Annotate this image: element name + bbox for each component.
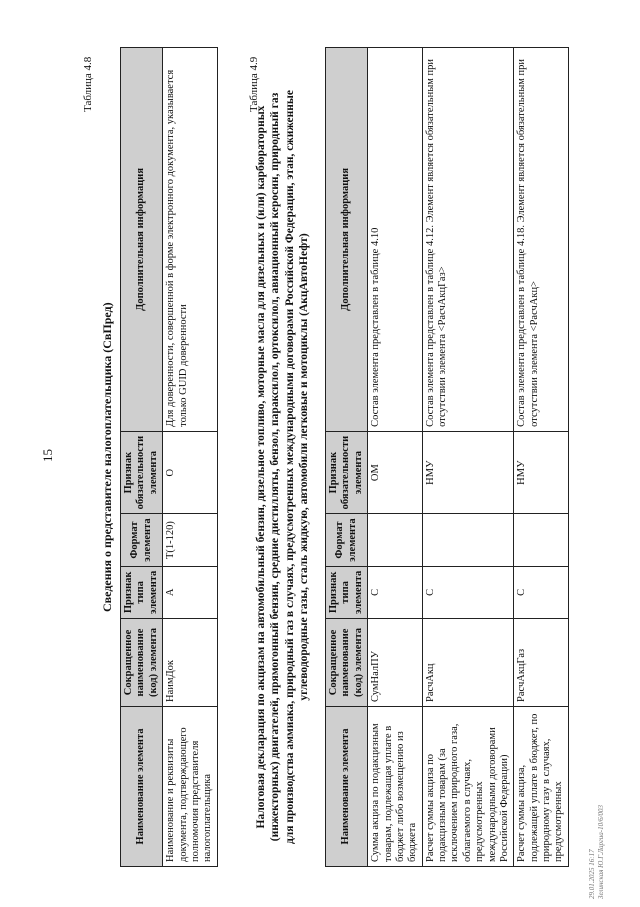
table-4-9-header-row: [326, 48, 368, 867]
cell-info: Состав элемента представлен в таблице 4.12. Элемент является обязательным при отсутствии элемента <РасчАкцГаз>: [422, 48, 514, 432]
cell-format: [422, 514, 514, 566]
cell-type: С: [514, 566, 569, 618]
header-cell: Сокращенное наименование (код) элемента: [326, 619, 368, 707]
header-cell: Наименование элемента: [121, 707, 163, 867]
cell-code: РасчАкцГаз: [514, 619, 569, 707]
cell-info: Состав элемента представлен в таблице 4.18. Элемент является обязательным при отсутствии элемента <РасчАкц>: [514, 48, 569, 432]
cell-required: О: [163, 431, 218, 514]
cell-required: НМУ: [422, 431, 514, 514]
header-cell: Признак типа элемента: [121, 566, 163, 618]
cell-element-name: Расчет суммы акциза по подакцизным товарам (за исключением природного газа, облагаемого в случаях, предусмотренных международными договорами Российской Федерации): [422, 707, 514, 867]
cell-type: А: [163, 566, 218, 618]
cell-type: С: [368, 566, 423, 618]
table-4-8-title: Сведения о представителе налогоплательщика (СвПред): [100, 302, 114, 612]
cell-format: [514, 514, 569, 566]
header-cell: Признак обязательности элемента: [326, 431, 368, 514]
header-cell: Наименование элемента: [326, 707, 368, 867]
page-number: 15: [40, 449, 55, 462]
header-cell: Признак типа элемента: [326, 566, 368, 618]
table-row: [514, 48, 569, 867]
stamp-timestamp: 29.01.2025 16:17: [588, 849, 596, 899]
cell-required: ОМ: [368, 431, 423, 514]
cell-element-name: Наименование и реквизиты документа, подтверждающего полномочия представителя налогоплательщика: [163, 707, 218, 867]
table-row: [368, 48, 423, 867]
table-4-8: [120, 47, 218, 867]
table-4-9-title: Налоговая декларация по акцизам на автомобильный бензин, дизельное топливо, моторные масла для дизельных и (или) карбюраторных (инжекторных) двигателей, прямогонный бензин, средние дистилляты, бензол, параксилол, ортоксилол, авиационный керосин, природный газ для производства аммиака, природный газ в случаях, предусмотренных международными договорами Российской Федерации, этан, сжиженные углеводородные газы, сталь жидкую, автомобили легковые и мотоциклы (АкцАвтоНефт): [255, 90, 311, 845]
cell-info: Для доверенности, совершенной в форме электронного документа, указывается только GUID доверенности: [163, 48, 218, 432]
cell-code: РасчАкц: [422, 619, 514, 707]
table-row: [422, 48, 514, 867]
stamp-signature: Зелинская Ю.Г.Ларгиа-10/6/003: [597, 804, 605, 899]
table-4-9-label: Таблица 4.9: [248, 56, 260, 112]
header-cell: Формат элемента: [121, 514, 163, 566]
cell-code: СумНалПУ: [368, 619, 423, 707]
cell-format: Т(1-120): [163, 514, 218, 566]
cell-format: [368, 514, 423, 566]
table-4-9: [325, 47, 569, 867]
cell-type: С: [422, 566, 514, 618]
table-4-8-label: Таблица 4.8: [82, 56, 94, 112]
cell-code: НаимДок: [163, 619, 218, 707]
header-cell: Дополнительная информация: [326, 48, 368, 432]
header-cell: Дополнительная информация: [121, 48, 163, 432]
cell-element-name: Сумма акциза по подакцизным товарам, подлежащая уплате в бюджет либо возмещению из бюджета: [368, 707, 423, 867]
table-row: [163, 48, 218, 867]
header-cell: Признак обязательности элемента: [121, 431, 163, 514]
table-4-8-header-row: [121, 48, 163, 867]
cell-info: Состав элемента представлен в таблице 4.10: [368, 48, 423, 432]
header-cell: Формат элемента: [326, 514, 368, 566]
cell-element-name: Расчет суммы акциза, подлежащей уплате в бюджет, по природному газу в случаях, предусмотренных: [514, 707, 569, 867]
cell-required: НМУ: [514, 431, 569, 514]
header-cell: Сокращенное наименование (код) элемента: [121, 619, 163, 707]
